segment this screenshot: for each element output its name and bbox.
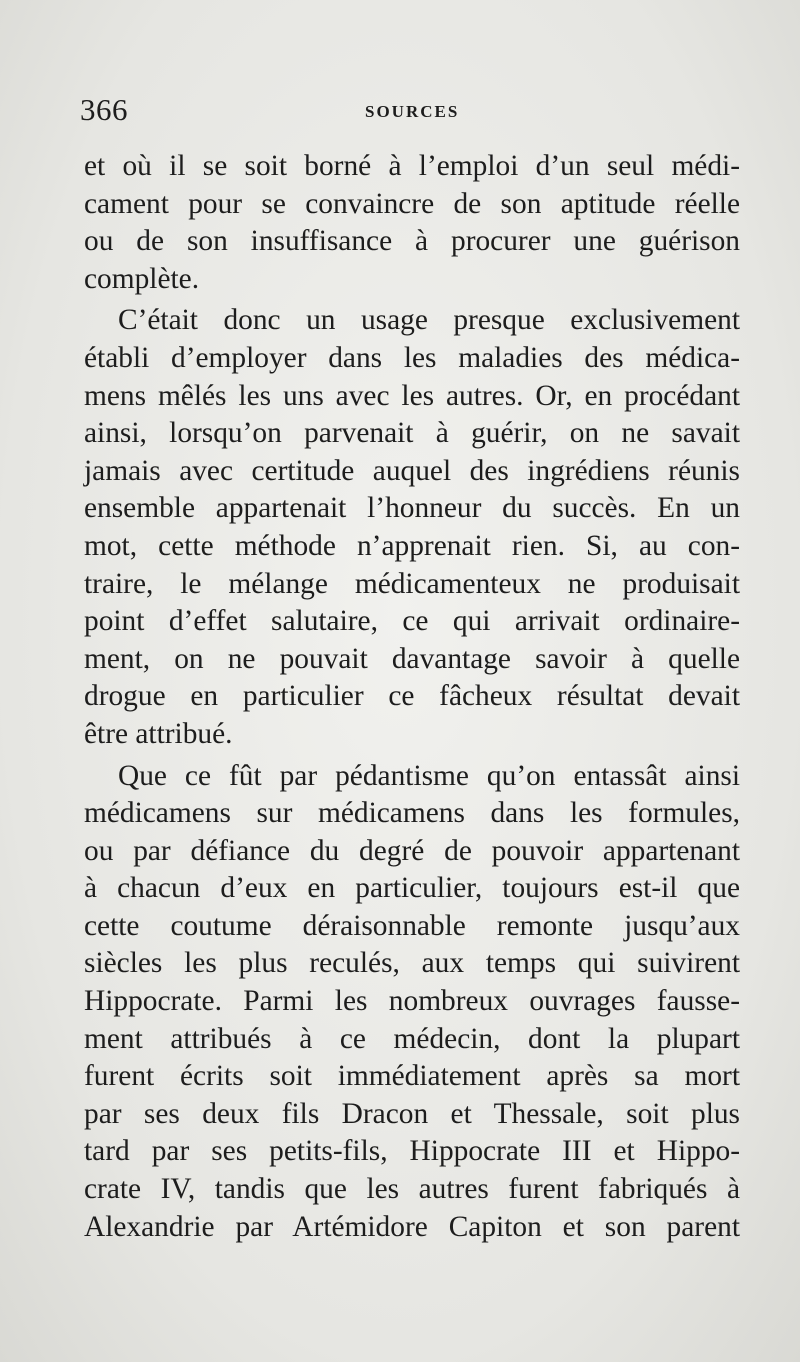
text-line: ou de son insuffisance à procurer une guérison: [84, 225, 740, 258]
text-line: C’était donc un usage presque exclusivement: [118, 304, 740, 337]
text-line: ment attribués à ce médecin, dont la plupart: [84, 1022, 740, 1055]
text-line: Hippocrate. Parmi les nombreux ouvrages fausse-: [84, 985, 740, 1018]
running-head: SOURCES: [365, 102, 460, 121]
text-line: cette coutume déraisonnable remonte jusqu’aux: [84, 909, 740, 942]
text-line: être attribué.: [84, 717, 233, 750]
text-line: mot, cette méthode n’apprenait rien. Si, au con-: [84, 529, 740, 562]
text-line: et où il se soit borné à l’emploi d’un seul médi-: [84, 150, 740, 182]
text-line: point d’effet salutaire, ce qui arrivait ordinaire-: [84, 605, 740, 638]
page-number: 366: [80, 92, 128, 127]
text-line: tard par ses petits-fils, Hippocrate III et Hippo-: [84, 1135, 740, 1168]
text-line: furent écrits soit immédiatement après sa mort: [84, 1060, 740, 1093]
text-line: ou par défiance du degré de pouvoir appartenant: [84, 834, 740, 867]
text-line: par ses deux fils Dracon et Thessale, soit plus: [84, 1097, 740, 1130]
text-line: siècles les plus reculés, aux temps qui suivirent: [84, 947, 740, 980]
text-line: cament pour se convaincre de son aptitude réelle: [84, 187, 740, 220]
text-line: crate IV, tandis que les autres furent fabriqués à: [84, 1173, 740, 1206]
text-line: ment, on ne pouvait davantage savoir à quelle: [84, 642, 740, 675]
text-line: ensemble appartenait l’honneur du succès. En un: [84, 492, 740, 525]
text-line: traire, le mélange médicamenteux ne produisait: [84, 567, 740, 600]
text-line: complète.: [84, 262, 200, 295]
text-line: Alexandrie par Artémidore Capiton et son parent: [84, 1210, 740, 1243]
text-line: jamais avec certitude auquel des ingrédiens réunis: [84, 454, 740, 487]
body-text: [84, 148, 740, 1246]
text-line: drogue en particulier ce fâcheux résultat devait: [84, 680, 740, 713]
text-line: établi d’employer dans les maladies des médica-: [84, 341, 740, 374]
page-header: [80, 92, 740, 132]
text-line: ainsi, lorsqu’on parvenait à guérir, on ne savait: [84, 417, 740, 450]
text-line: à chacun d’eux en particulier, toujours est-il que: [84, 872, 740, 905]
text-line: mens mêlés les uns avec les autres. Or, en procédant: [84, 379, 740, 412]
text-line: Que ce fût par pédantisme qu’on entassât ainsi: [118, 759, 740, 792]
text-line: médicamens sur médicamens dans les formules,: [84, 797, 740, 830]
